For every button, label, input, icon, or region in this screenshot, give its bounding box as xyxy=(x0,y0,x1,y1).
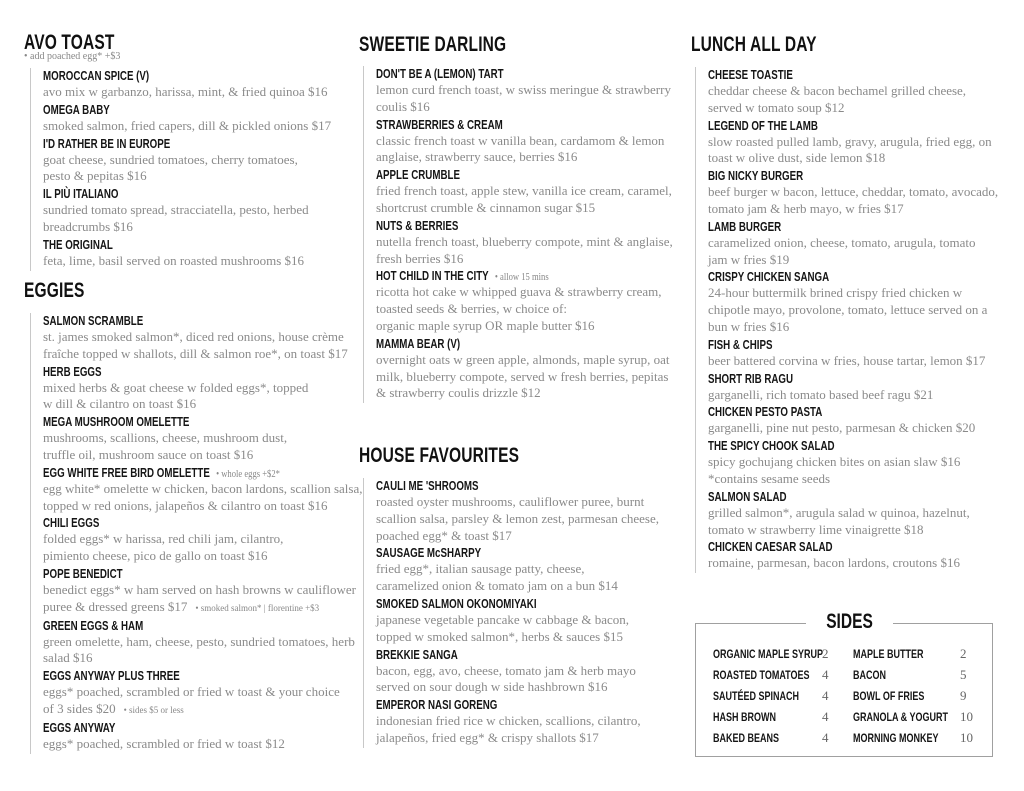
menu-item-header xyxy=(43,414,292,430)
side-item-price: 9 xyxy=(960,688,967,703)
menu-item-description xyxy=(708,555,998,572)
menu-item xyxy=(708,438,998,488)
menu-item xyxy=(708,337,998,370)
description-text: tomato jam & herb mayo, w fries $17 xyxy=(708,200,904,216)
menu-item-description xyxy=(43,168,331,185)
menu-item xyxy=(708,269,998,335)
description-text: toast w olive dust, side lemon $18 xyxy=(708,150,886,166)
menu-item-description xyxy=(708,83,998,100)
menu-item-header xyxy=(43,237,268,253)
menu-item xyxy=(43,102,331,135)
description-text: cheddar cheese & bacon bechamel grilled cheese, xyxy=(708,83,967,98)
menu-item-name: CRISPY CHICKEN SANGA xyxy=(708,270,830,285)
side-item-name: BACON xyxy=(853,668,886,682)
menu-item xyxy=(43,136,331,186)
menu-item-header xyxy=(708,438,934,454)
menu-item-description xyxy=(708,302,998,319)
menu-item-name: MAMMA BEAR (V) xyxy=(376,336,461,351)
side-item-name: GRANOLA & YOGURT xyxy=(853,710,949,724)
menu-item-header xyxy=(43,364,292,380)
section-title-lunch-all-day: LUNCH ALL DAY xyxy=(691,33,817,56)
description-text: indonesian fried rice w chicken, scallions, cilantro, xyxy=(376,713,641,729)
description-text: breadcrumbs $16 xyxy=(43,218,133,234)
side-item-name: BAKED BEANS xyxy=(713,731,780,745)
side-item xyxy=(696,645,992,663)
menu-item-description xyxy=(43,118,331,135)
description-text: st. james smoked salmon*, diced red onions, house crème xyxy=(43,329,344,344)
menu-item xyxy=(376,117,673,167)
description-text: poached egg* & toast $17 xyxy=(376,527,512,543)
menu-item xyxy=(376,545,659,595)
description-text: bun w fries $16 xyxy=(708,318,790,334)
menu-item xyxy=(708,539,998,572)
description-text: beer battered corvina w fries, house tartar, lemon $17 xyxy=(708,352,986,368)
description-text: pesto & pepitas $16 xyxy=(43,168,147,184)
description-text: w dill & cilantro on toast $16 xyxy=(43,396,197,412)
menu-item-name: BIG NICKY BURGER xyxy=(708,169,804,184)
menu-item-description xyxy=(376,713,659,730)
description-text: bacon, egg, avo, cheese, tomato jam & herb mayo xyxy=(376,662,636,678)
menu-item-description xyxy=(708,505,998,522)
menu-item-description xyxy=(43,650,362,667)
side-item-name: MORNING MONKEY xyxy=(853,731,939,745)
menu-item-header xyxy=(43,465,292,481)
menu-item xyxy=(376,478,659,544)
menu-item-name: APPLE CRUMBLE xyxy=(376,168,460,183)
menu-item-name: HOT CHILD IN THE CITY xyxy=(376,269,489,284)
menu-item-header xyxy=(376,697,597,713)
menu-item-description xyxy=(708,387,998,404)
description-text: tomato w strawberry lime vinaigrette $18 xyxy=(708,521,924,537)
description-text: topped w red onions, jalapeños & cilantro on toast $16 xyxy=(43,497,328,513)
side-item-name: HASH BROWN xyxy=(713,710,776,724)
menu-item xyxy=(708,118,998,168)
description-text: jalapeños, fried egg* & crispy shallots $17 xyxy=(376,729,599,745)
menu-item-description xyxy=(43,447,362,464)
menu-item-header xyxy=(708,371,934,387)
menu-item-name: EMPEROR NASI GORENG xyxy=(376,698,498,713)
menu-item-header xyxy=(708,168,934,184)
menu-item-name: BREKKIE SANGA xyxy=(376,647,458,662)
menu-item-name: I'D RATHER BE IN EUROPE xyxy=(43,136,171,151)
side-item-price: 4 xyxy=(822,709,829,724)
description-text: mixed herbs & goat cheese w folded eggs*, topped xyxy=(43,379,309,395)
menu-item-header xyxy=(376,167,607,183)
menu-item-description xyxy=(43,253,331,270)
description-text: nutella french toast, blueberry compote, mint & anglaise, xyxy=(376,233,673,249)
menu-item xyxy=(376,66,673,116)
description-text: fried egg*, italian sausage patty, cheese, xyxy=(376,561,585,577)
menu-item-header xyxy=(376,647,597,663)
menu-item-description xyxy=(376,578,659,595)
menu-item-description xyxy=(43,430,362,447)
description-text: truffle oil, mushroom sauce on toast $16 xyxy=(43,446,254,462)
side-item-price: 4 xyxy=(822,730,829,745)
menu-item-description xyxy=(376,352,673,369)
sides-title-text: SIDES xyxy=(826,610,873,633)
menu-item-description xyxy=(376,663,659,680)
description-text: served on sour dough w side hashbrown $16 xyxy=(376,679,608,695)
menu-item-description xyxy=(43,84,331,101)
description-text: jam w fries $19 xyxy=(708,251,790,267)
side-item-name: BOWL OF FRIES xyxy=(853,689,925,703)
menu-item-note: • allow 15 mins xyxy=(494,271,549,284)
description-text: folded eggs* w harissa, red chili jam, cilantro, xyxy=(43,531,284,547)
description-text: coulis $16 xyxy=(376,98,430,114)
side-item-price: 10 xyxy=(960,709,973,724)
menu-item-header xyxy=(708,67,934,83)
menu-item-description xyxy=(708,454,998,471)
menu-item-name: CHILI EGGS xyxy=(43,516,100,531)
menu-item xyxy=(43,515,362,565)
menu-item-header xyxy=(376,117,607,133)
side-item-price: 4 xyxy=(822,688,829,703)
menu-item xyxy=(376,336,673,402)
side-item xyxy=(696,666,992,684)
menu-item-header xyxy=(43,68,268,84)
menu-item-name: CHEESE TOASTIE xyxy=(708,68,793,82)
menu-item-description xyxy=(376,82,673,99)
menu-item-description xyxy=(708,235,998,252)
menu-item xyxy=(708,67,998,117)
description-text: lemon curd french toast, w swiss meringue & strawberry xyxy=(376,82,671,97)
menu-item-description xyxy=(43,684,362,701)
description-text: benedict eggs* w ham served on hash browns w cauliflower xyxy=(43,581,356,597)
description-text: of 3 sides $20 xyxy=(43,700,116,716)
menu-item xyxy=(708,219,998,269)
menu-item xyxy=(43,668,362,719)
menu-item xyxy=(376,596,659,646)
menu-item xyxy=(43,186,331,236)
menu-item xyxy=(43,414,362,464)
menu-item-name: LEGEND OF THE LAMB xyxy=(708,118,818,133)
menu-item-header xyxy=(376,545,597,561)
menu-item-description xyxy=(708,201,998,218)
side-item-name: SAUTÉED SPINACH xyxy=(713,689,800,703)
menu-item-description xyxy=(376,234,673,251)
side-item-name: MAPLE BUTTER xyxy=(853,647,924,661)
menu-item-name: NUTS & BERRIES xyxy=(376,218,459,233)
menu-item-name: HERB EGGS xyxy=(43,364,102,379)
menu-item-header xyxy=(376,596,597,612)
menu-item xyxy=(43,68,331,101)
menu-item-name: IL PIÙ ITALIANO xyxy=(43,187,119,202)
description-text: salad $16 xyxy=(43,650,93,666)
menu-item-name: SHORT RIB RAGU xyxy=(708,371,794,386)
description-text: romaine, parmesan, bacon lardons, croutons $16 xyxy=(708,555,960,571)
sides-box xyxy=(695,610,993,757)
menu-item-list xyxy=(363,66,673,403)
menu-item-description xyxy=(708,134,998,151)
description-note: • sides $5 or less xyxy=(123,704,184,715)
description-text: served w tomato soup $12 xyxy=(708,99,845,115)
description-text: grilled salmon*, arugula salad w quinoa, hazelnut, xyxy=(708,504,970,520)
description-text: avo mix w garbanzo, harissa, mint, & fried quinoa $16 xyxy=(43,84,328,99)
description-text: roasted oyster mushrooms, cauliflower puree, burnt xyxy=(376,494,645,509)
description-text: feta, lime, basil served on roasted mushrooms $16 xyxy=(43,252,305,268)
menu-item-header xyxy=(43,313,292,329)
section-title-avo-toast: AVO TOAST xyxy=(24,31,115,54)
description-text: classic french toast w vanilla bean, cardamom & lemon xyxy=(376,132,665,148)
description-text: milk, blueberry compote, served w fresh berries, pepitas xyxy=(376,368,669,384)
menu-item-description xyxy=(708,471,998,488)
description-text: ricotta hot cake w whipped guava & strawberry cream, xyxy=(376,284,662,300)
menu-item-note: • whole eggs +$2* xyxy=(216,467,280,480)
menu-item-name: THE ORIGINAL xyxy=(43,237,113,252)
menu-item-description xyxy=(708,319,998,336)
description-text: caramelized onion & tomato jam on a bun $14 xyxy=(376,578,618,594)
menu-item-header xyxy=(43,720,292,736)
side-item-name: ORGANIC MAPLE SYRUP xyxy=(713,647,824,661)
menu-item xyxy=(43,364,362,414)
description-text: topped w smoked salmon*, herbs & sauces $15 xyxy=(376,628,623,644)
description-text: toasted seeds & berries, w choice of: xyxy=(376,301,567,317)
description-text: garganelli, rich tomato based beef ragu $21 xyxy=(708,386,934,402)
menu-item-description xyxy=(708,184,998,201)
side-item-price: 4 xyxy=(822,667,829,682)
description-text: caramelized onion, cheese, tomato, arugula, tomato xyxy=(708,234,976,250)
menu-item-description xyxy=(376,730,659,747)
section-title-sweetie-darling: SWEETIE DARLING xyxy=(359,33,507,56)
menu-item-list xyxy=(695,67,998,573)
menu-item-description xyxy=(43,202,331,219)
side-item xyxy=(696,708,992,726)
menu-item-name: OMEGA BABY xyxy=(43,102,110,117)
description-text: mushrooms, scallions, cheese, mushroom dust, xyxy=(43,430,288,446)
description-text: fraîche topped w shallots, dill & salmon roe*, on toast $17 xyxy=(43,345,348,361)
menu-item xyxy=(376,697,659,747)
menu-item-description xyxy=(376,301,673,318)
menu-item-name: CHICKEN PESTO PASTA xyxy=(708,405,823,420)
menu-item-name: DON'T BE A (LEMON) TART xyxy=(376,67,504,81)
menu-item-description xyxy=(376,183,673,200)
description-text: slow roasted pulled lamb, gravy, arugula, fried egg, on xyxy=(708,133,992,149)
menu-item xyxy=(708,371,998,404)
description-text: 24-hour buttermilk brined crispy fried chicken w xyxy=(708,285,963,301)
menu-item-description xyxy=(708,285,998,302)
section-title-house-favourites: HOUSE FAVOURITES xyxy=(359,444,520,467)
description-text: chipotle mayo, provolone, tomato, lettuce served on a xyxy=(708,302,988,318)
menu-item-description xyxy=(376,318,673,335)
description-text: fried french toast, apple stew, vanilla ice cream, caramel, xyxy=(376,183,672,199)
menu-item-header xyxy=(376,336,607,352)
side-item xyxy=(696,729,992,747)
description-text: overnight oats w green apple, almonds, maple syrup, oat xyxy=(376,351,670,367)
menu-item-description xyxy=(43,582,362,599)
menu-item-description xyxy=(376,149,673,166)
menu-item-name: SMOKED SALMON OKONOMIYAKI xyxy=(376,596,537,611)
menu-item-header xyxy=(708,489,934,505)
description-text: garganelli, pine nut pesto, parmesan & chicken $20 xyxy=(708,420,976,436)
menu-item-description xyxy=(376,200,673,217)
description-text: puree & dressed greens $17 xyxy=(43,598,188,614)
menu-item xyxy=(708,489,998,539)
menu-item-description xyxy=(43,701,362,719)
menu-item-name: GREEN EGGS & HAM xyxy=(43,618,144,633)
sides-title xyxy=(806,610,893,634)
description-text: goat cheese, sundried tomatoes, cherry tomatoes, xyxy=(43,151,298,167)
menu-item-description xyxy=(43,481,362,498)
menu-item-header xyxy=(708,337,934,353)
description-text: egg white* omelette w chicken, bacon lardons, scallion salsa, xyxy=(43,480,363,496)
menu-item-header xyxy=(43,618,292,634)
menu-item-header xyxy=(708,219,934,235)
menu-item-description xyxy=(376,494,659,511)
menu-item xyxy=(708,168,998,218)
section-title-eggies: EGGIES xyxy=(24,279,85,302)
menu-item-header xyxy=(708,269,934,285)
menu-item-header xyxy=(708,404,934,420)
menu-item-description xyxy=(376,369,673,386)
menu-item-name: POPE BENEDICT xyxy=(43,566,123,581)
menu-item-header xyxy=(708,539,934,555)
menu-item-name: FISH & CHIPS xyxy=(708,337,773,352)
menu-item-description xyxy=(708,100,998,117)
menu-item-description xyxy=(43,599,362,617)
menu-item-description xyxy=(43,380,362,397)
menu-item xyxy=(376,167,673,217)
menu-item-description xyxy=(376,99,673,116)
description-text: pimiento cheese, pico de gallo on toast $16 xyxy=(43,548,268,564)
menu-item-list xyxy=(30,313,362,754)
menu-item-description xyxy=(708,420,998,437)
description-text: sundried tomato spread, stracciatella, pesto, herbed xyxy=(43,202,309,218)
menu-item-name: LAMB BURGER xyxy=(708,219,782,234)
menu-item-name: MOROCCAN SPICE (V) xyxy=(43,69,150,83)
menu-item-name: MEGA MUSHROOM OMELETTE xyxy=(43,415,190,430)
description-text: eggs* poached, scrambled or fried w toast $12 xyxy=(43,735,285,751)
side-item xyxy=(696,687,992,705)
menu-item xyxy=(708,404,998,437)
description-text: scallion salsa, parsley & lemon zest, parmesan cheese, xyxy=(376,510,660,526)
menu-item-header xyxy=(708,118,934,134)
menu-item-header xyxy=(43,102,268,118)
menu-item-header xyxy=(376,268,607,284)
menu-item-header xyxy=(43,186,268,202)
menu-item-description xyxy=(376,284,673,301)
menu-item-description xyxy=(43,531,362,548)
menu-item-header xyxy=(43,566,292,582)
menu-item-header xyxy=(376,66,607,82)
description-text: shortcrust crumble & cinnamon sugar $15 xyxy=(376,199,596,215)
side-item-price: 2 xyxy=(822,646,829,661)
menu-item-description xyxy=(43,548,362,565)
menu-item-description xyxy=(708,150,998,167)
menu-item-name: THE SPICY CHOOK SALAD xyxy=(708,439,835,454)
menu-item-list xyxy=(363,478,659,748)
menu-item-description xyxy=(43,736,362,753)
description-text: fresh berries $16 xyxy=(376,250,464,266)
menu-item xyxy=(43,237,331,270)
menu-item-header xyxy=(43,668,292,684)
menu-item-header xyxy=(376,478,597,494)
menu-item-description xyxy=(376,679,659,696)
menu-item xyxy=(43,465,362,515)
menu-item-name: CHICKEN CAESAR SALAD xyxy=(708,540,833,555)
menu-item-name: SALMON SALAD xyxy=(708,489,787,504)
menu-item-list xyxy=(30,68,331,271)
menu-item-description xyxy=(43,498,362,515)
menu-item-description xyxy=(376,561,659,578)
description-text: anglaise, strawberry sauce, berries $16 xyxy=(376,149,578,165)
menu-item-description xyxy=(708,522,998,539)
menu-item-name: EGGS ANYWAY PLUS THREE xyxy=(43,669,180,684)
description-text: & strawberry coulis drizzle $12 xyxy=(376,385,541,401)
menu-item xyxy=(43,618,362,668)
section-note: • add poached egg* +$3 xyxy=(24,51,121,62)
side-item-name: ROASTED TOMATOES xyxy=(713,668,810,682)
side-item-price: 2 xyxy=(960,646,967,661)
menu-item-description xyxy=(376,612,659,629)
description-text: organic maple syrup OR maple butter $16 xyxy=(376,317,595,333)
menu-item-description xyxy=(43,219,331,236)
menu-item-description xyxy=(376,385,673,402)
menu-item-name: EGG WHITE FREE BIRD OMELETTE xyxy=(43,465,210,480)
side-item-price: 10 xyxy=(960,730,973,745)
menu-item xyxy=(43,720,362,753)
description-text: green omelette, ham, cheese, pesto, sundried tomatoes, herb xyxy=(43,633,355,649)
description-text: spicy gochujang chicken bites on asian slaw $16 xyxy=(708,454,961,470)
menu-item xyxy=(376,268,673,334)
menu-item-description xyxy=(376,528,659,545)
menu-item-description xyxy=(708,353,998,370)
menu-item-description xyxy=(708,252,998,269)
description-text: smoked salmon, fried capers, dill & pickled onions $17 xyxy=(43,117,332,133)
menu-item-name: SAUSAGE McSHARPY xyxy=(376,546,482,561)
description-note: • smoked salmon* | florentine +$3 xyxy=(195,602,320,613)
description-text: eggs* poached, scrambled or fried w toast & your choice xyxy=(43,684,340,700)
menu-item-name: EGGS ANYWAY xyxy=(43,720,116,735)
menu-item-description xyxy=(43,396,362,413)
menu-item-description xyxy=(376,251,673,268)
menu-item-description xyxy=(376,133,673,150)
menu-item-name: STRAWBERRIES & CREAM xyxy=(376,117,503,132)
menu-item-description xyxy=(43,152,331,169)
menu-item-description xyxy=(43,346,362,363)
description-text: beef burger w bacon, lettuce, cheddar, tomato, avocado, xyxy=(708,184,999,200)
menu-item-description xyxy=(43,634,362,651)
menu-item-header xyxy=(376,218,607,234)
menu-item-description xyxy=(376,511,659,528)
description-text: *contains sesame seeds xyxy=(708,470,831,486)
menu-item-name: SALMON SCRAMBLE xyxy=(43,314,144,328)
menu-item xyxy=(43,313,362,363)
description-text: japanese vegetable pancake w cabbage & bacon, xyxy=(376,611,630,627)
menu-item xyxy=(376,218,673,268)
menu-item xyxy=(43,566,362,617)
menu-item xyxy=(376,647,659,697)
menu-item-header xyxy=(43,515,292,531)
menu-item-description xyxy=(376,629,659,646)
menu-item-name: CAULI ME 'SHROOMS xyxy=(376,479,479,493)
menu-item-header xyxy=(43,136,268,152)
menu-item-description xyxy=(43,329,362,346)
side-item-price: 5 xyxy=(960,667,967,682)
